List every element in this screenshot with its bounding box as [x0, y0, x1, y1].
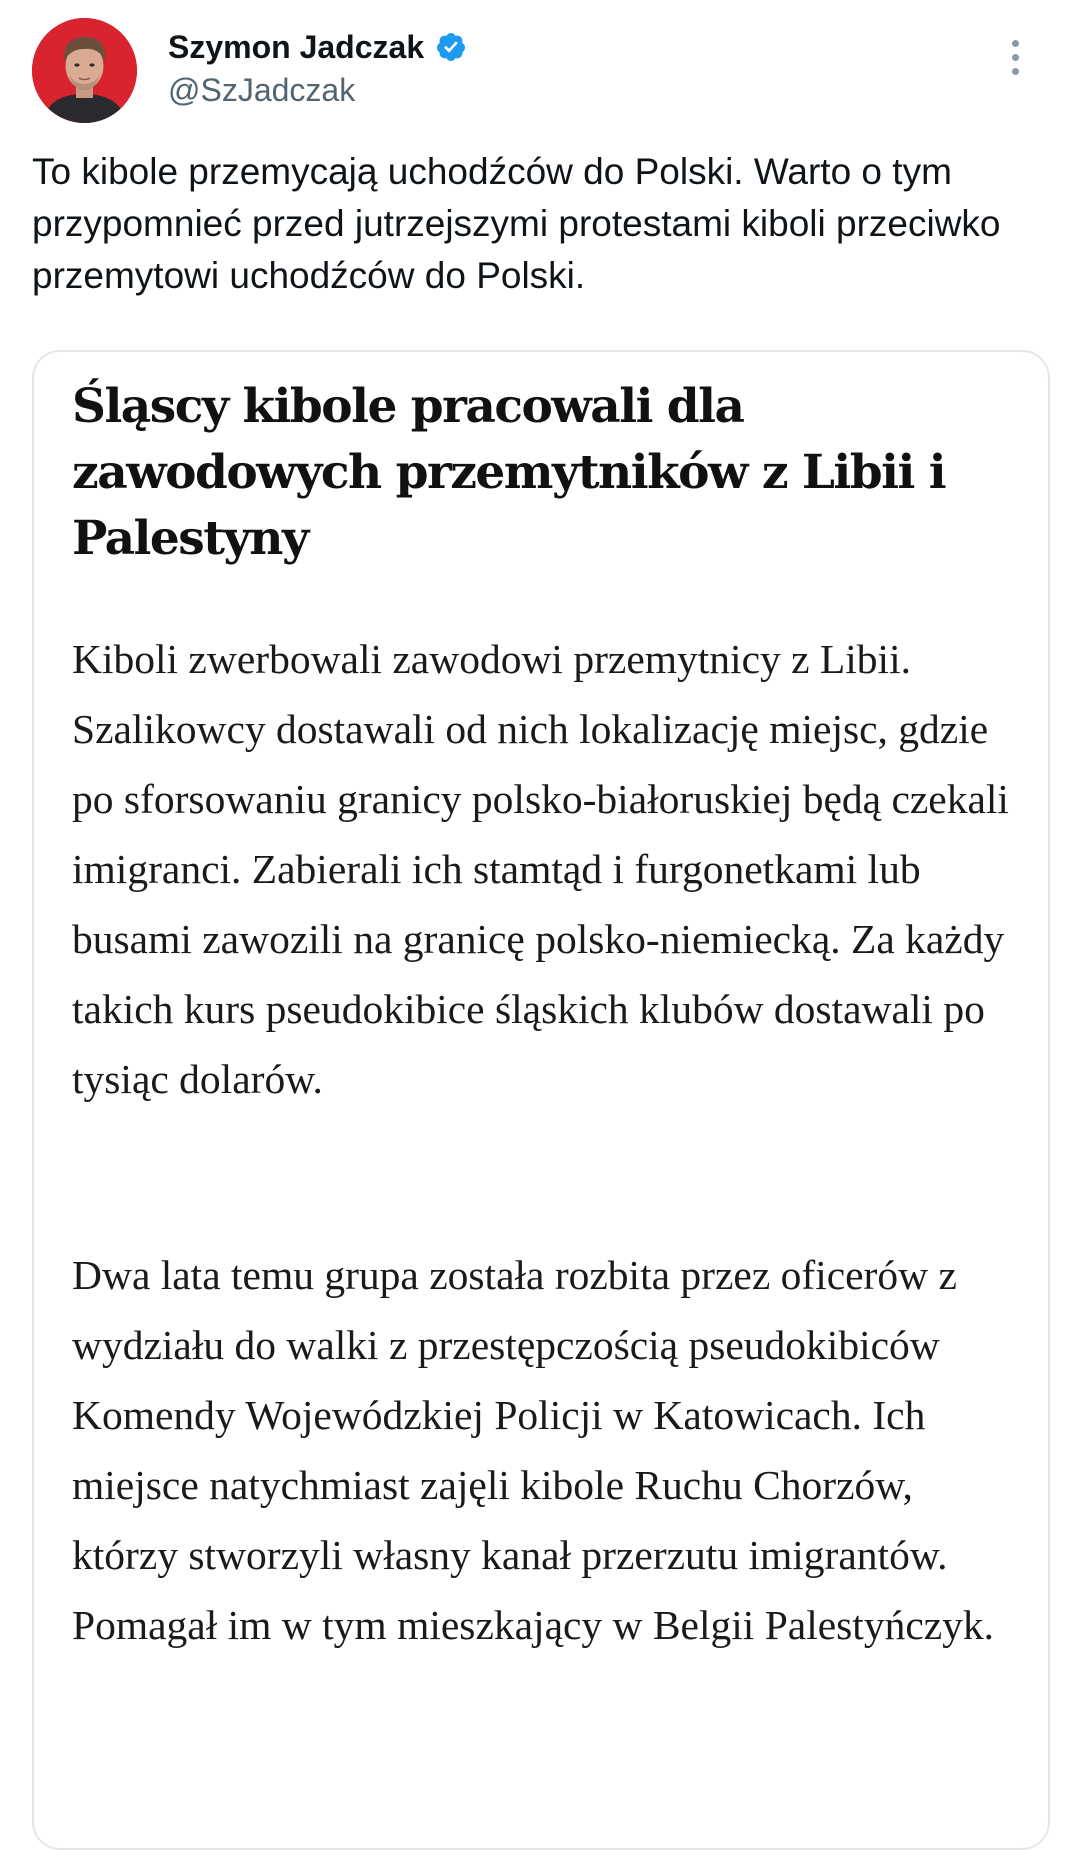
tweet-text: To kibole przemycają uchodźców do Polski. Warto o tym przypomnieć przed jutrzejszymi protestami kiboli przeciwko przemytowi uchodźców do Polski.	[32, 151, 1001, 296]
article-image-card[interactable]	[32, 350, 1050, 1850]
article-content	[72, 374, 1022, 1660]
tweet-header	[0, 0, 1080, 140]
author-info	[168, 28, 467, 110]
verified-badge-icon	[435, 31, 467, 63]
author-handle[interactable]: @SzJadczak	[168, 72, 356, 108]
avatar-portrait	[32, 18, 137, 123]
avatar[interactable]	[32, 18, 137, 123]
article-headline: Śląscy kibole pracowali dla zawodowych przemytników z Libii i Palestyny	[72, 379, 946, 566]
author-display-name[interactable]: Szymon Jadczak	[168, 29, 425, 65]
article-paragraph-1: Kiboli zwerbowali zawodowi przemytnicy z Libii. Szalikowcy dostawali od nich lokalizację miejsc, gdzie po sforsowaniu granicy polsko-białoruskiej będą czekali imigranci. Zabierali ich stamtąd i furgonetkami lub busami zawozili na granicę polsko-niemiecką. Za każdy takich kurs pseudokibice śląskich klubów dostawali po tysiąc dolarów.	[72, 636, 1009, 1102]
article-paragraph-2: Dwa lata temu grupa została rozbita przez oficerów z wydziału do walki z przestępczością pseudokibiców Komendy Wojewódzkiej Policji w Katowicach. Ich miejsce natychmiast zajęli kibole Ruchu Chorzów, którzy stworzyli własny kanał przerzutu imigrantów. Pomagał im w tym mieszkający w Belgii Palestyńczyk.	[72, 1252, 995, 1648]
more-options-icon[interactable]	[1008, 40, 1022, 80]
